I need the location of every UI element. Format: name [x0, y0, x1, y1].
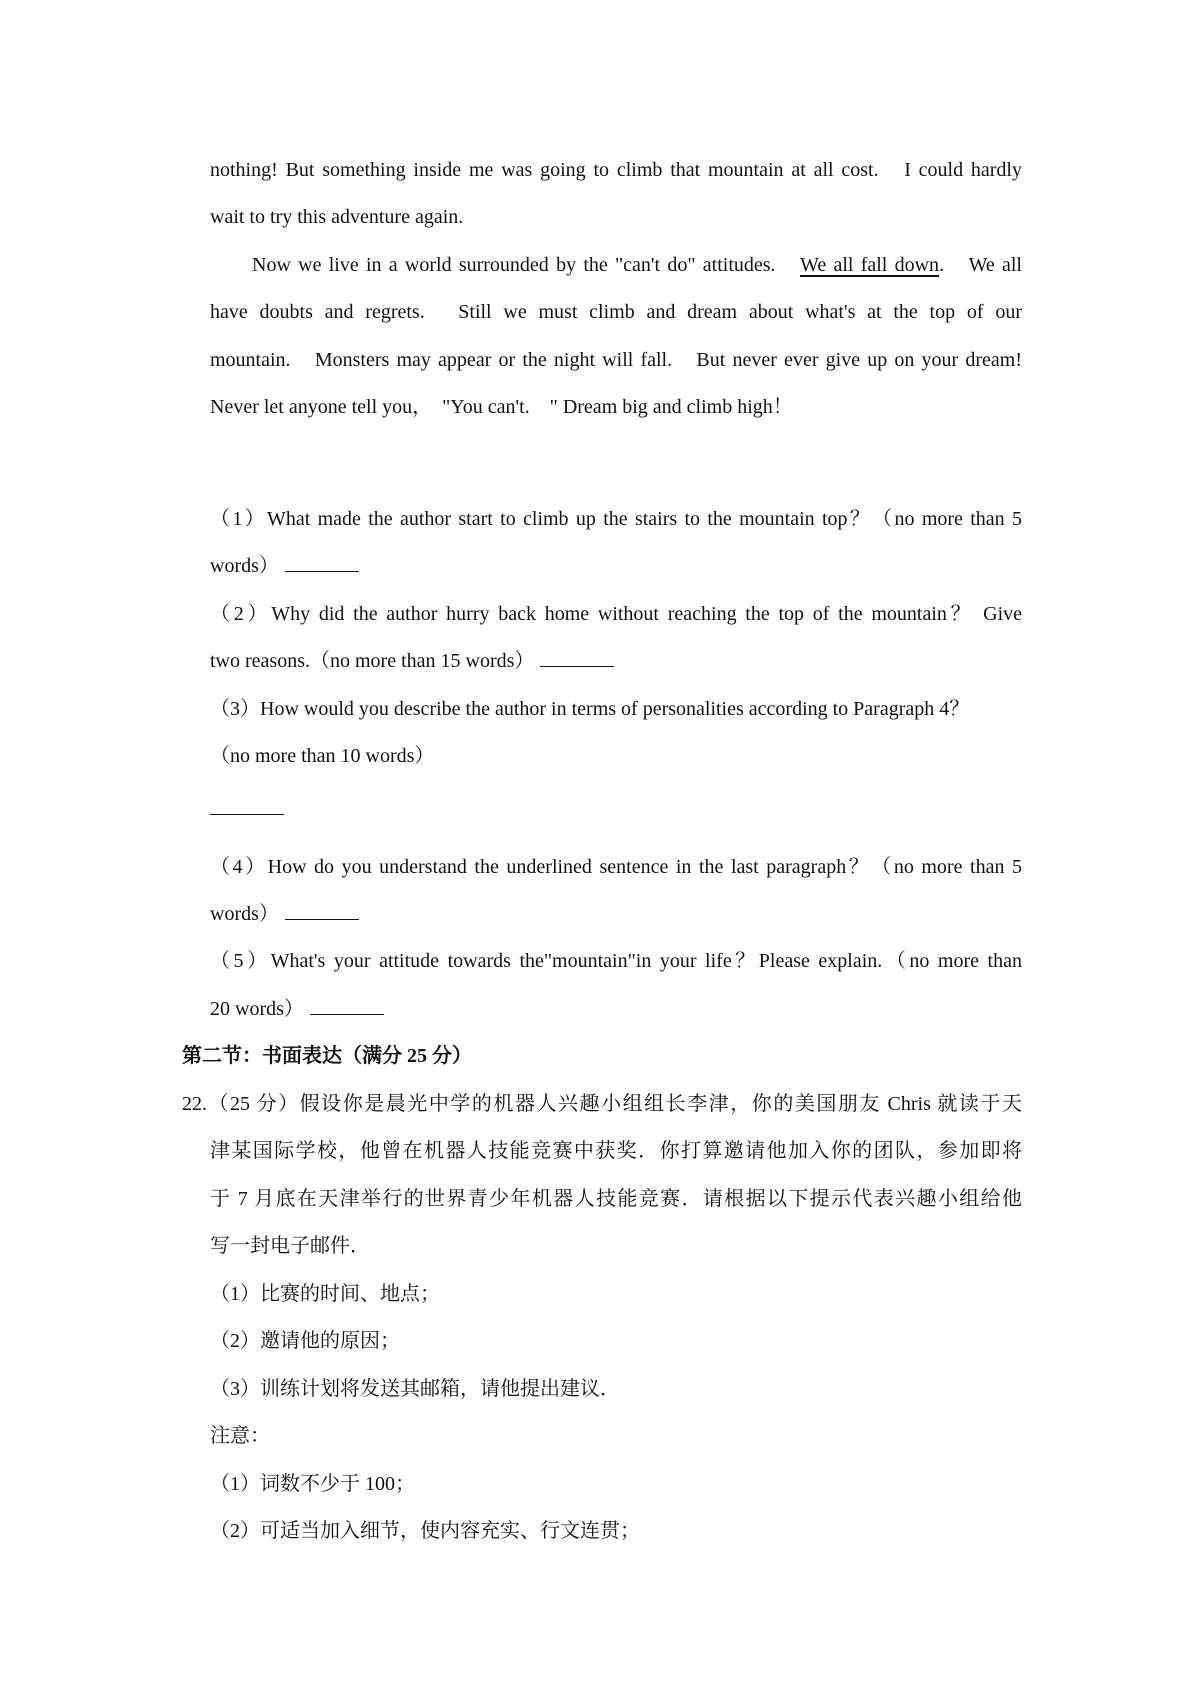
section-heading: 第二节：书面表达（满分 25 分） — [182, 1045, 472, 1067]
passage-line: have doubts and regrets. Still we must climb and dream about what's at the top of our — [210, 301, 1022, 323]
note-label: 注意： — [210, 1425, 270, 1447]
question-4: （4）How do you understand the underlined sentence in the last paragraph？（no more than 5 — [210, 856, 1022, 878]
answer-blank[interactable] — [540, 648, 614, 667]
hint-item: （1）比赛的时间、地点； — [210, 1283, 440, 1305]
answer-blank[interactable] — [285, 553, 359, 572]
underlined-sentence: We all fall down — [800, 254, 940, 276]
passage-line — [252, 252, 1022, 278]
question-3-answer — [210, 796, 284, 822]
question-text: words） — [210, 903, 279, 925]
passage-line: nothing! But something inside me was going to climb that mountain at all cost. I could hardly — [210, 159, 1022, 181]
passage-text: . We all — [939, 254, 1022, 276]
question-1-cont — [210, 553, 359, 579]
question-22: 22.（25 分）假设你是晨光中学的机器人兴趣小组组长李津，你的美国朋友 Chris 就读于天 — [182, 1093, 1022, 1115]
question-22-cont: 津某国际学校，他曾在机器人技能竞赛中获奖．你打算邀请他加入你的团队，参加即将 — [210, 1140, 1022, 1162]
question-1: （1）What made the author start to climb up the stairs to the mountain top？（no more than 5 — [210, 508, 1022, 530]
passage-line: Never let anyone tell you， "You can't. " Dream big and climb high！ — [210, 396, 793, 418]
question-3: （3）How would you describe the author in terms of personalities according to Paragraph 4？ — [210, 698, 970, 720]
answer-blank[interactable] — [310, 996, 384, 1015]
question-text: 20 words） — [210, 998, 304, 1020]
passage-text: Now we live in a world surrounded by the "can't do" attitudes. — [252, 254, 801, 276]
passage-line: mountain. Monsters may appear or the night will fall. But never ever give up on your dream! — [210, 349, 1022, 371]
question-5: （5）What's your attitude towards the"mountain"in your life？Please explain.（no more than — [210, 950, 1022, 972]
question-2: （2）Why did the author hurry back home without reaching the top of the mountain？ Give — [210, 603, 1022, 625]
note-item: （1）词数不少于 100； — [210, 1473, 415, 1495]
question-text: words） — [210, 555, 279, 577]
passage-line: wait to try this adventure again. — [210, 206, 464, 228]
question-22-cont: 写一封电子邮件． — [210, 1235, 370, 1257]
question-22-cont: 于 7 月底在天津举行的世界青少年机器人技能竞赛．请根据以下提示代表兴趣小组给他 — [210, 1188, 1022, 1210]
note-item: （2）可适当加入细节，使内容充实、行文连贯； — [210, 1520, 640, 1542]
hint-item: （2）邀请他的原因； — [210, 1330, 400, 1352]
answer-blank[interactable] — [285, 901, 359, 920]
question-text: two reasons.（no more than 15 words） — [210, 650, 535, 672]
question-4-cont — [210, 901, 359, 927]
question-3-cont: （no more than 10 words） — [210, 745, 435, 767]
answer-blank[interactable] — [210, 796, 284, 815]
question-5-cont — [210, 996, 384, 1022]
question-2-cont — [210, 648, 614, 674]
hint-item: （3）训练计划将发送其邮箱，请他提出建议． — [210, 1378, 620, 1400]
